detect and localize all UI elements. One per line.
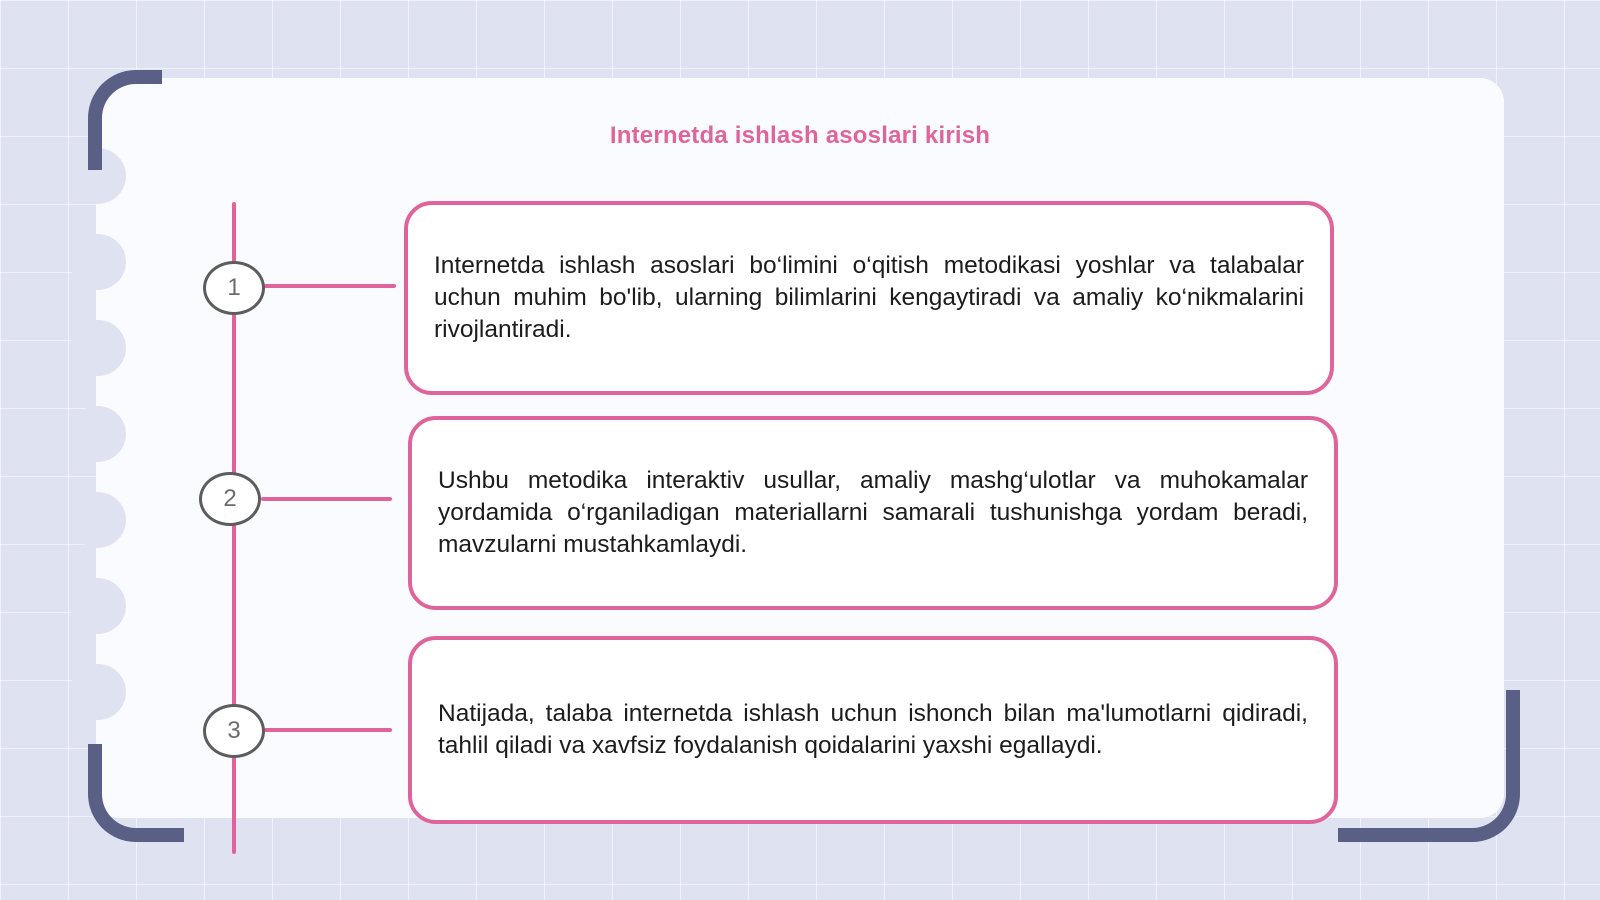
corner-bracket-bottom-left <box>88 744 184 842</box>
step-box-1 <box>404 201 1334 395</box>
step-marker-2 <box>199 472 261 526</box>
slide-title: Internetda ishlash asoslari kirish <box>609 122 991 149</box>
step-marker-3 <box>203 704 265 758</box>
step-marker-1 <box>203 261 265 315</box>
corner-bracket-bottom-right <box>1338 690 1520 842</box>
step-number: 1 <box>227 274 241 301</box>
timeline-connector <box>264 284 396 288</box>
card-edge-notch <box>70 406 126 462</box>
card-edge-notch <box>70 664 126 720</box>
card-edge-notch <box>70 320 126 376</box>
card-edge-notch <box>70 492 126 548</box>
step-box-3 <box>408 636 1338 824</box>
step-text: Ushbu metodika interaktiv usullar, amaliy mashg‘ulotlar va muhokamalar yordamida o‘rganiladigan materiallarni samarali tushunishga yordam beradi, mavzularni mustahkamlaydi. <box>438 467 1308 558</box>
corner-bracket-top-left <box>88 70 162 170</box>
timeline-connector <box>264 728 392 732</box>
step-number: 2 <box>223 485 237 512</box>
card-edge-notch <box>70 578 126 634</box>
step-text: Internetda ishlash asoslari bo‘limini o‘qitish metodikasi yoshlar va talabalar uchun muhim bo'lib, ularning bilimlarini kengaytiradi va amaliy ko‘nikmalarini rivojlantiradi. <box>434 252 1304 343</box>
step-box-2 <box>408 416 1338 610</box>
timeline-connector <box>261 497 392 501</box>
step-number: 3 <box>227 717 241 744</box>
step-text: Natijada, talaba internetda ishlash uchun ishonch bilan ma'lumotlarni qidiradi, tahlil qiladi va xavfsiz foydalanish qoidalarini yaxshi egallaydi. <box>438 700 1308 759</box>
card-edge-notch <box>70 234 126 290</box>
